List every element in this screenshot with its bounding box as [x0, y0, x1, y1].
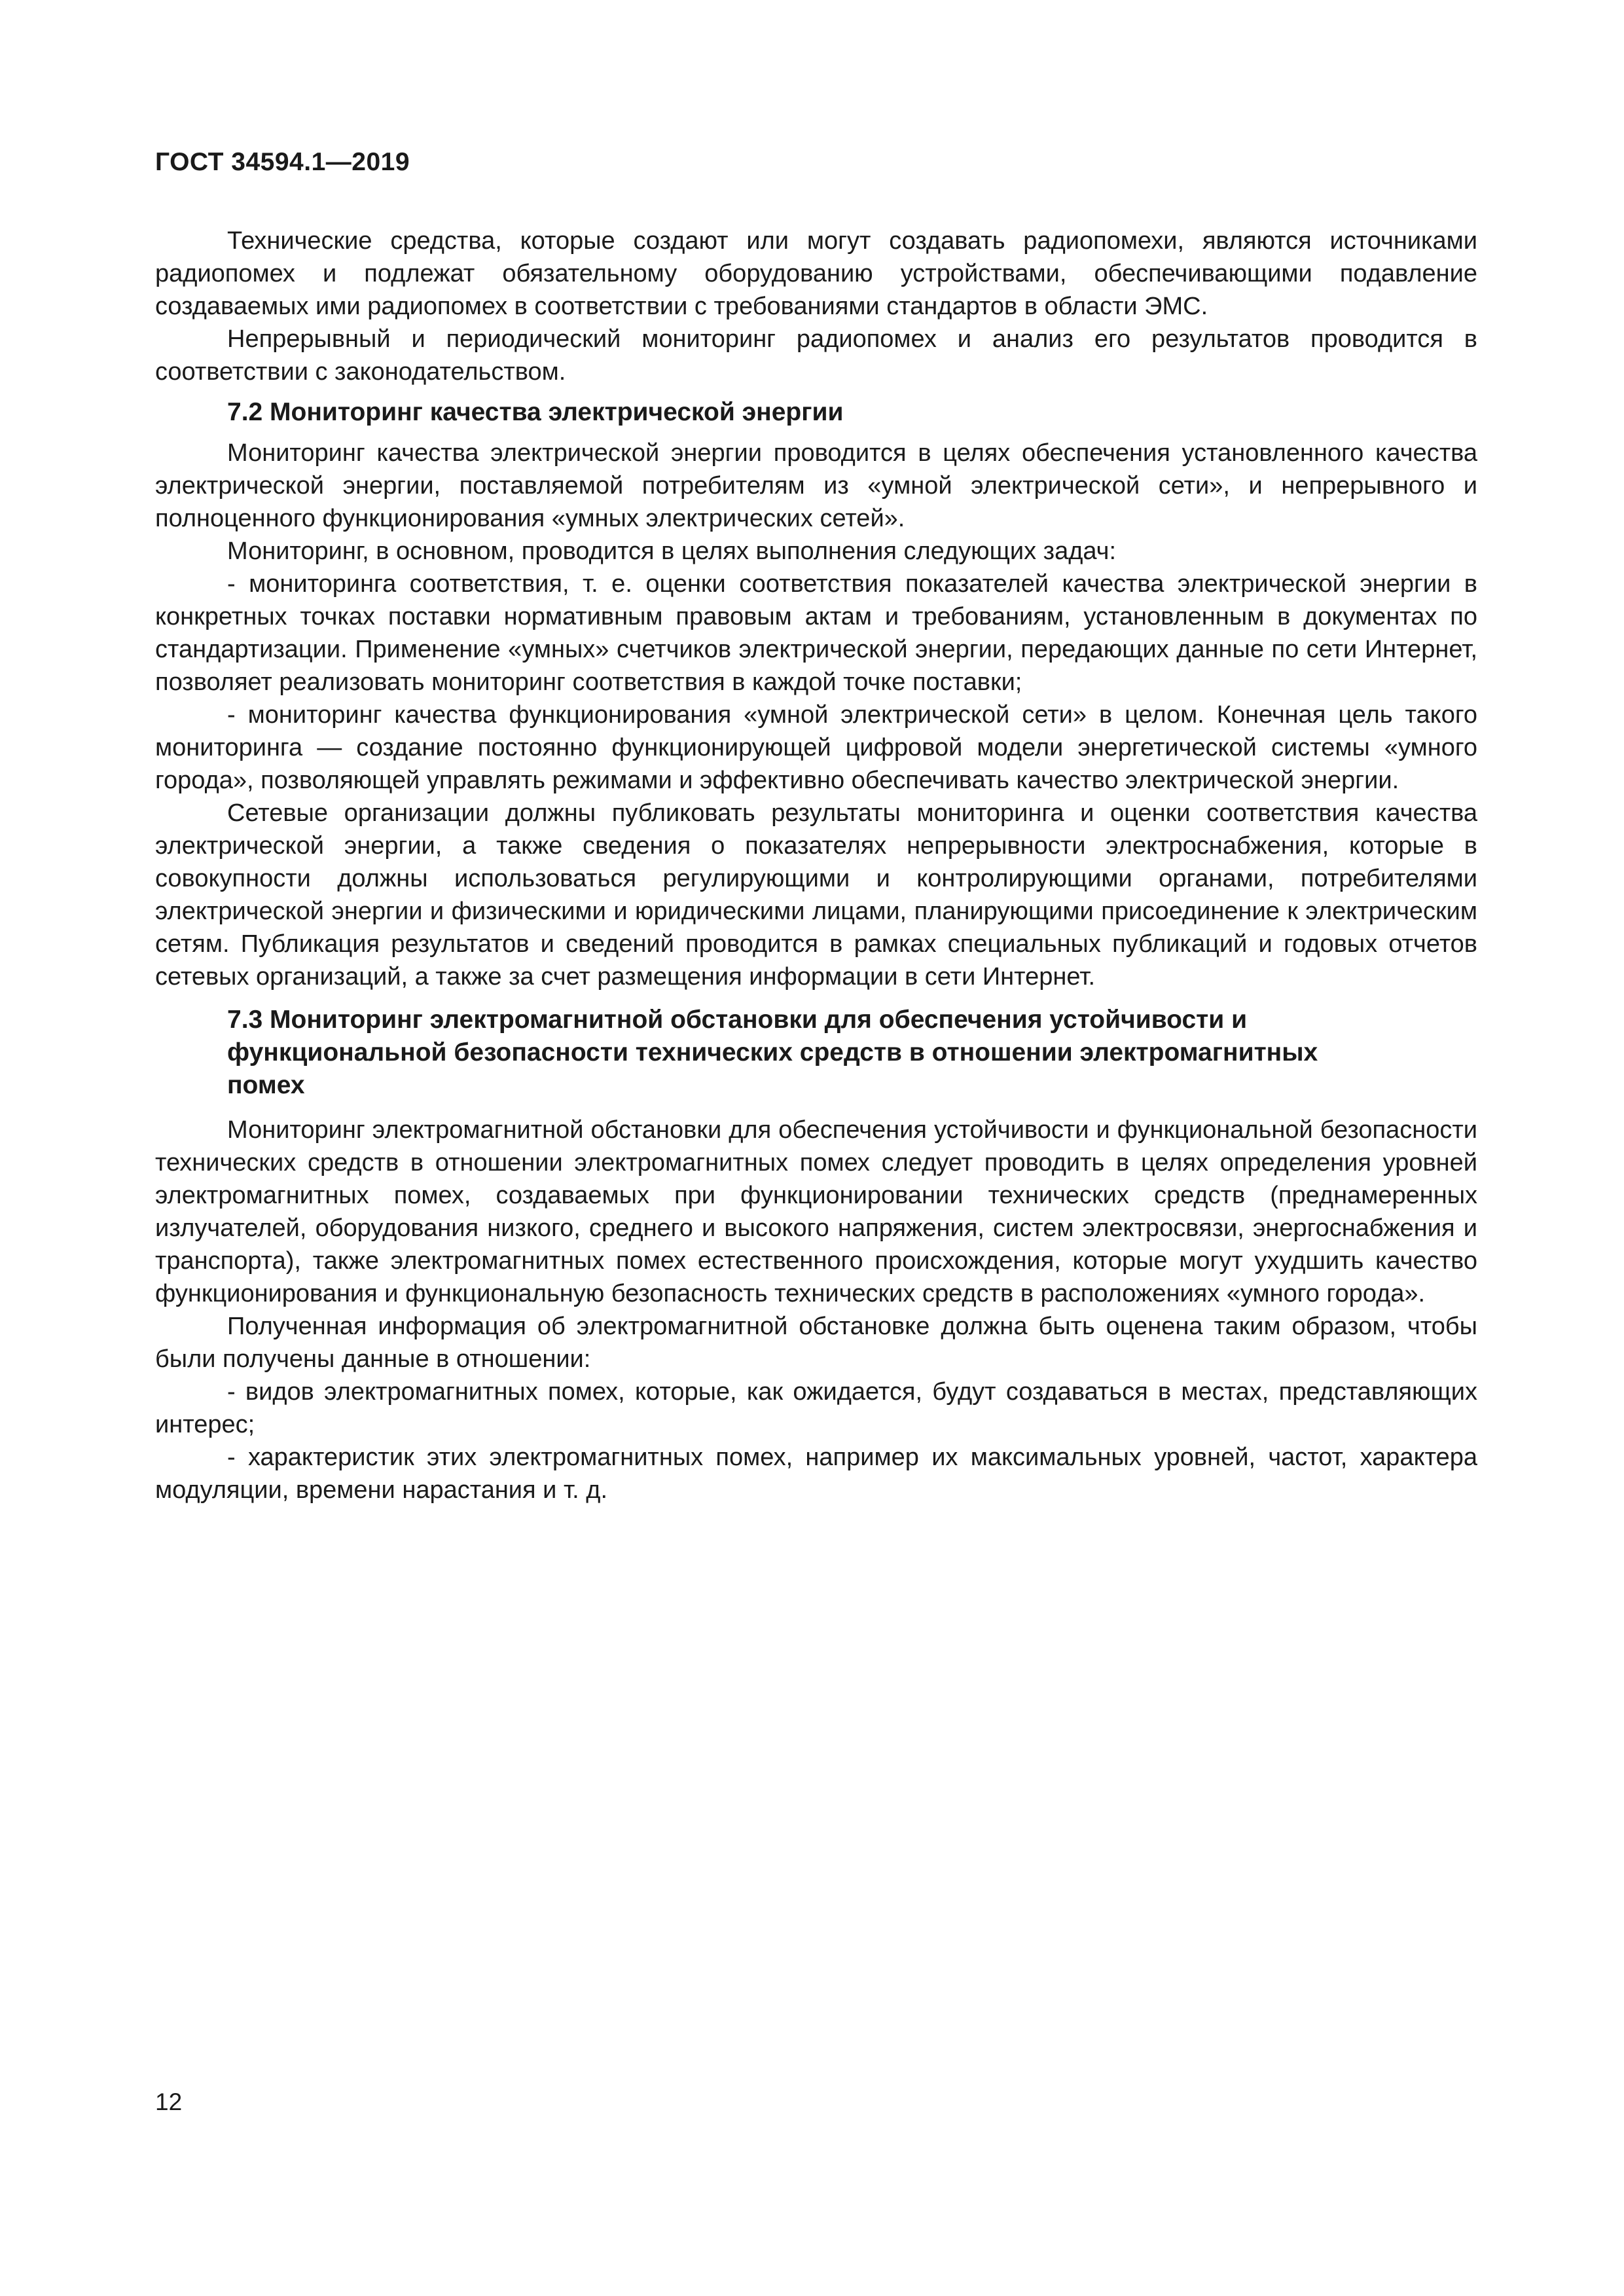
paragraph: Мониторинг качества электрической энергии проводится в целях обеспечения установленного качества электрической энергии, поставляемой потребителям из «умной электрической сети», и непрерывного и полноценного функционирования «умных электрических сетей».: [155, 439, 1477, 532]
list-item: - мониторинга соответствия, т. е. оценки соответствия показателей качества электрической энергии в конкретных точках поставки нормативным правовым актам и требованиям, установленным в документах по стандартизации. Применение «умных» счетчиков электрической энергии, передающих данные по сети Интернет, позволяет реализовать мониторинг соответствия в каждой точке поставки;: [155, 570, 1477, 696]
paragraph: Сетевые организации должны публиковать результаты мониторинга и оценки соответствия качества электрической энергии, а также сведения о показателях непрерывности электроснабжения, которые в совокупности должны использоваться регулирующими и контролирующими органами, потребителями электрической энергии и физическими и юридическими лицами, планирующими присоединение к электрическим сетям. Публикация результатов и сведений проводится в рамках специальных публикаций и годовых отчетов сетевых организаций, а также за счет размещения информации в сети Интернет.: [155, 799, 1477, 991]
section-heading-7-3: 7.3 Мониторинг электромагнитной обстановки для обеспечения устойчивости и функциональной безопасности технических средств в отношении электромагнитных помех: [227, 1006, 1318, 1099]
list-item: - характеристик этих электромагнитных помех, например их максимальных уровней, частот, характера модуляции, времени нарастания и т. д.: [155, 1444, 1477, 1504]
paragraph: Технические средства, которые создают или могут создавать радиопомехи, являются источниками радиопомех и подлежат обязательному оборудованию устройствами, обеспечивающими подавление создаваемых ими радиопомех в соответствии с требованиями стандартов в области ЭМС.: [155, 227, 1477, 320]
paragraph: Полученная информация об электромагнитной обстановке должна быть оценена таким образом, чтобы были получены данные в отношении:: [155, 1313, 1477, 1373]
list-item: - видов электромагнитных помех, которые, как ожидается, будут создаваться в местах, представляющих интерес;: [155, 1378, 1477, 1438]
section-heading-7-2: 7.2 Мониторинг качества электрической энергии: [227, 398, 844, 426]
page-number: 12: [155, 2088, 183, 2115]
document-body: [155, 225, 1477, 1506]
document-header: ГОСТ 34594.1—2019: [155, 148, 410, 176]
paragraph: Непрерывный и периодический мониторинг радиопомех и анализ его результатов проводится в соответствии с законодательством.: [155, 325, 1477, 386]
paragraph: Мониторинг электромагнитной обстановки для обеспечения устойчивости и функциональной безопасности технических средств в отношении электромагнитных помех следует проводить в целях определения уровней электромагнитных помех, создаваемых при функционировании технических средств (преднамеренных излучателей, оборудования низкого, среднего и высокого напряжения, систем электросвязи, энергоснабжения и транспорта), также электромагнитных помех естественного происхождения, которые могут ухудшить качество функционирования и функциональную безопасность технических средств в расположениях «умного города».: [155, 1116, 1477, 1307]
paragraph: Мониторинг, в основном, проводится в целях выполнения следующих задач:: [227, 538, 1117, 565]
list-item: - мониторинг качества функционирования «умной электрической сети» в целом. Конечная цель такого мониторинга — создание постоянно функционирующей цифровой модели энергетической системы «умного города», позволяющей управлять режимами и эффективно обеспечивать качество электрической энергии.: [155, 701, 1477, 794]
